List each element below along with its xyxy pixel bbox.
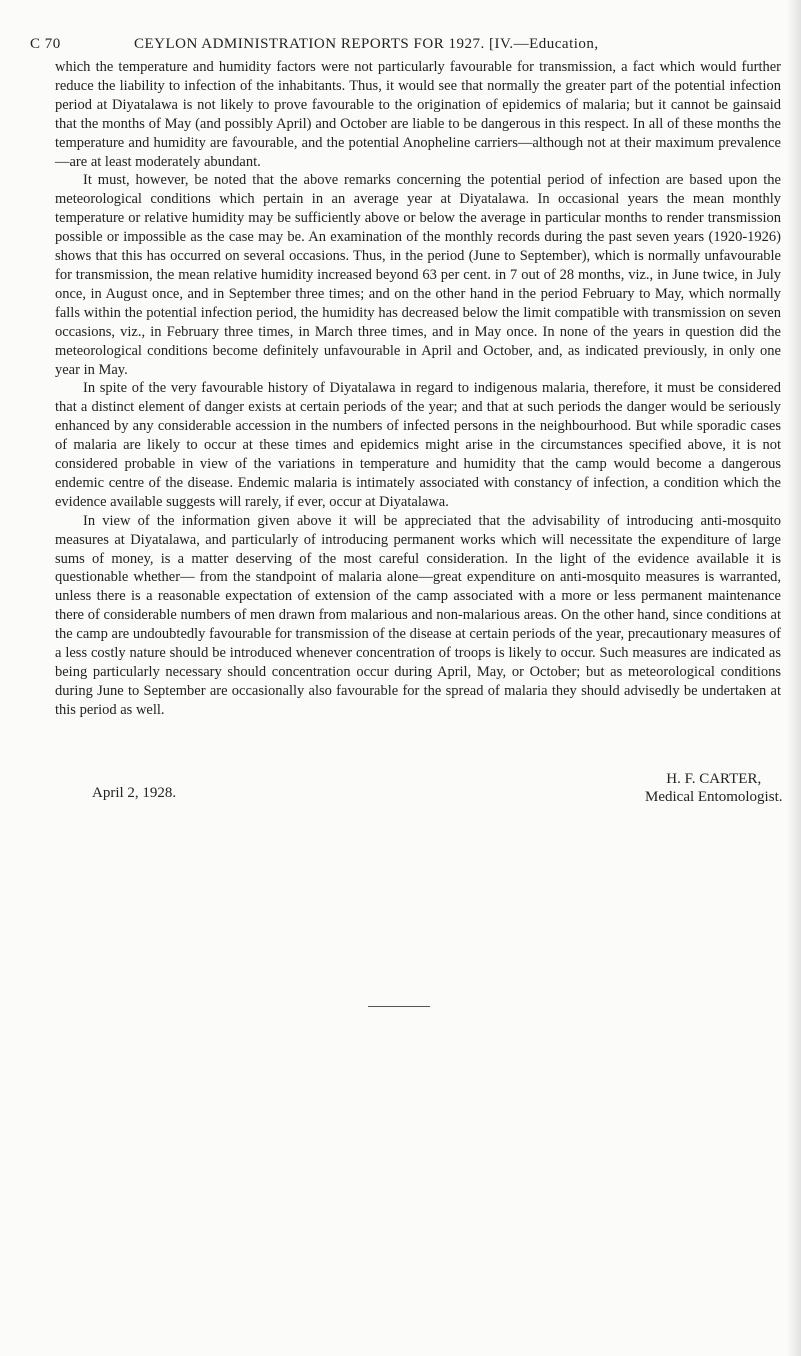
signoff-block <box>0 770 801 820</box>
report-date: April 2, 1928. <box>92 785 177 801</box>
paragraph-1: which the temperature and humidity factors were not particularly favourable for transmission, a fact which would further reduce the liability to infection of the inhabitants. Thus, it would see that normally the greater part of the potential infection period at Diyatalawa is not likely to prove favourable to the origination of epidemics of malaria; but it cannot be gainsaid that the months of May (and possibly April) and October are liable to be dangerous in this respect. In all of these months the temperature and humidity are favourable, and the potential Anopheline carriers—although not at their maximum prevalence—are at least moderately abundant. <box>55 59 781 170</box>
page-header <box>30 36 782 56</box>
page-number: C 70 <box>30 36 61 52</box>
paragraph-2: It must, however, be noted that the above remarks concerning the potential period of infection are based upon the meteorological conditions which pertain in an average year at Diyatalawa. In occasional years the mean monthly temperature or relative humidity may be sufficiently above or below the average in particular months to render transmission possible or impossible as the case may be. An examination of the monthly records during the past seven years (1920-1926) shows that this has occurred on several occasions. Thus, in the period (June to September), which is normally unfavourable for transmission, the mean relative humidity increased beyond 63 per cent. in 7 out of 28 months, viz., in June twice, in July once, in August once, and in September three times; and on the other hand in the period February to May, which normally falls within the potential infection period, the humidity has decreased below the limit compatible with transmission on seven occasions, viz., in February three times, in March three times, and in May once. In none of the years in question did the meteorological conditions become definitely unfavourable in April and October, and, as indicated previously, in only one year in May. <box>55 172 781 378</box>
paragraph-3: In spite of the very favourable history of Diyatalawa in regard to indigenous malaria, therefore, it must be considered that a distinct element of danger exists at certain periods of the year; and that at such periods the danger would be seriously enhanced by any considerable accession in the numbers of infected persons in the neighbourhood. But while sporadic cases of malaria are likely to occur at these times and epidemics might arise in the circumstances specified above, it is not considered probable in view of the variations in temperature and humidity that the camp would become a dangerous endemic centre of the disease. Endemic malaria is intimately associated with constancy of infection, a condition which the evidence available suggests will rarely, if ever, occur at Diyatalawa. <box>55 380 781 510</box>
author-name: H. F. CARTER, <box>666 771 762 787</box>
page-edge-shadow <box>787 0 801 1356</box>
author-role: Medical Entomologist. <box>645 789 783 805</box>
running-title: CEYLON ADMINISTRATION REPORTS FOR 1927. [IV.—Education, <box>134 36 599 52</box>
section-divider <box>368 1006 430 1007</box>
paragraph-4: In view of the information given above it will be appreciated that the advisability of introducing anti-mosquito measures at Diyatalawa, and particularly of introducing permanent works which will necessitate the expenditure of large sums of money, is a matter deserving of the most careful consideration. In the light of the evidence available it is questionable whether— from the standpoint of malaria alone—great expenditure on anti-mosquito measures is warranted, unless there is a reasonable expectation of extension of the camp associated with a more or less permanent maintenance there of considerable numbers of men drawn from malarious and non-malarious areas. On the other hand, since conditions at the camp are undoubtedly favourable for transmission of the disease at certain periods of the year, precautionary measures of a less costly nature should be introduced whenever concentration of troops is likely to occur. Such measures are indicated as being particularly necessary should concentration occur during April, May, or October; but as meteorological conditions during June to September are occasionally also favourable for the spread of malaria they should advisedly be undertaken at this period as well. <box>55 512 781 718</box>
signature <box>645 770 782 806</box>
report-body <box>55 58 781 720</box>
